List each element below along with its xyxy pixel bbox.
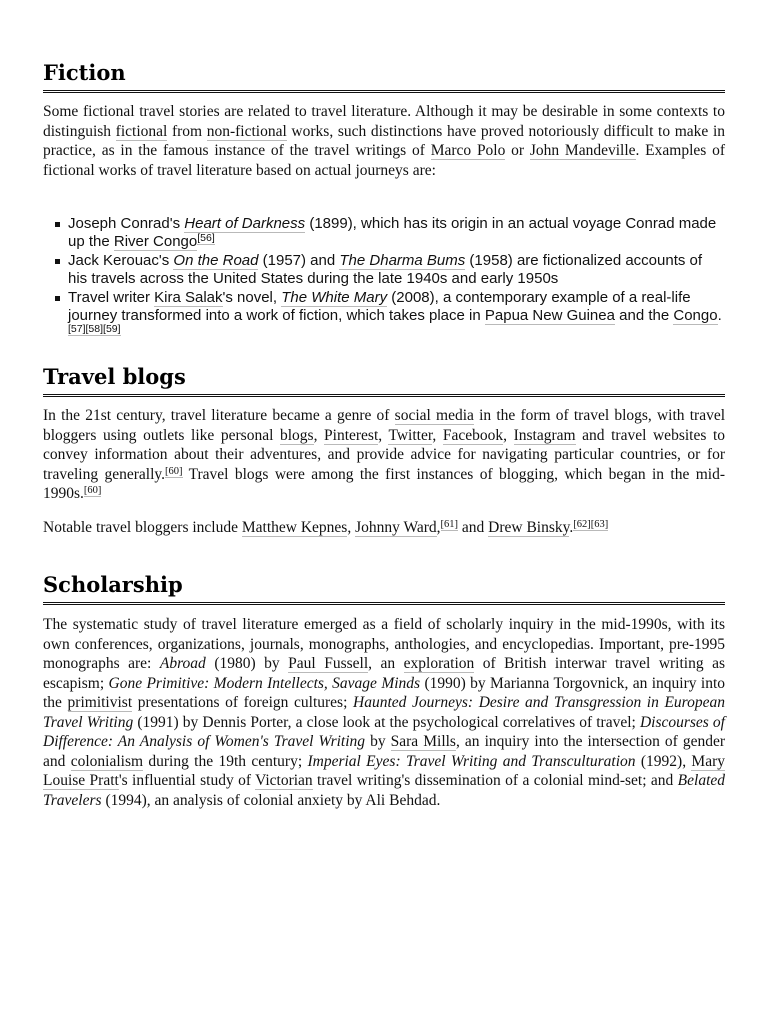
link-heart-of-darkness[interactable]: Heart of Darkness (184, 215, 306, 232)
link-the-white-mary[interactable]: The White Mary (281, 289, 388, 306)
link-primitivist[interactable]: primitivist (67, 694, 133, 711)
text: (1899), which has its origin in an actual voyage Conrad made up the (68, 215, 717, 250)
text: , (436, 519, 441, 536)
title-abroad: Abroad (159, 655, 206, 672)
title-imperial-eyes: Imperial Eyes: Travel Writing and Transculturation (307, 752, 636, 770)
link-on-the-road[interactable]: On the Road (173, 252, 259, 269)
title-belated-travelers: Belated Travelers (43, 772, 726, 809)
link-drew-binsky[interactable]: Drew Binsky (488, 519, 570, 536)
link-the-dharma-bums[interactable]: The Dharma Bums (339, 252, 466, 269)
section-heading-fiction: Fiction (43, 60, 725, 93)
text: . (569, 519, 574, 536)
text: . (717, 306, 722, 324)
fiction-intro-paragraph (43, 102, 725, 180)
text: and (458, 519, 489, 536)
link-john-mandeville[interactable]: John Mandeville (529, 142, 636, 159)
text: in the form of travel blogs, with travel bloggers using outlets like personal (43, 407, 726, 444)
link-colonialism[interactable]: colonialism (70, 752, 144, 770)
travel-blogs-paragraph (43, 406, 725, 504)
text: , (503, 426, 514, 444)
link-blogs[interactable]: blogs (279, 426, 314, 444)
link-fictional[interactable]: fictional (115, 122, 168, 140)
text: Joseph Conrad's (68, 215, 185, 232)
text: presentations of foreign cultures; (132, 694, 353, 711)
text: Travel blogs were among the first instances of blogging, which began in the mid-1990s. (43, 465, 725, 502)
text: , (378, 426, 389, 444)
link-johnny-ward[interactable]: Johnny Ward (355, 519, 437, 536)
text: of British interwar travel writing as escapism; (43, 655, 726, 692)
notable-bloggers-paragraph (43, 518, 725, 538)
link-social-media[interactable]: social media (394, 407, 474, 424)
link-non-fictional[interactable]: non-fictional (206, 122, 287, 140)
link-marco-polo[interactable]: Marco Polo (430, 142, 506, 159)
citation-ref[interactable]: [57][58][59] (68, 323, 121, 335)
link-paul-fussell[interactable]: Paul Fussell (288, 655, 369, 672)
citation-ref[interactable]: [60] (83, 485, 102, 496)
text: (1957) and (258, 252, 340, 269)
text: 's influential study of (118, 772, 256, 789)
citation-ref[interactable]: [61] (440, 519, 459, 530)
citation-ref[interactable]: [56] (197, 231, 215, 244)
text: during the 19th century; (143, 752, 308, 770)
text: (1958) are fictionalized accounts of his travels across the United States during the late 1940s and early 1950s (68, 252, 703, 287)
link-facebook[interactable]: Facebook (442, 426, 504, 444)
text: from (167, 122, 207, 140)
text: Some fictional travel stories are related to travel literature. Although it may be desirable in some contexts to distinguish (43, 103, 725, 140)
text: (1980) by (205, 655, 289, 672)
text: or (505, 142, 530, 159)
text: In the 21st century, travel literature became a genre of (43, 407, 395, 424)
link-exploration[interactable]: exploration (403, 655, 475, 672)
text: , an (368, 655, 404, 672)
link-pinterest[interactable]: Pinterest (324, 426, 379, 444)
title-gone-primitive: Gone Primitive: Modern Intellects, Savage Minds (108, 674, 421, 692)
text: (1991) by Dennis Porter, a close look at the psychological correlatives of travel; (133, 713, 640, 731)
list-item (43, 289, 725, 342)
text: (2008), a contemporary example of a real-life journey transformed into a work of fiction, which takes place in (68, 289, 691, 324)
link-river-congo[interactable]: River Congo (113, 232, 198, 250)
text: , (313, 426, 325, 444)
text: Notable travel bloggers include (43, 519, 242, 536)
title-haunted-journeys: Haunted Journeys: Desire and Transgression in European Travel Writing (43, 694, 726, 731)
text: travel writing's dissemination of a colonial mind-set; and (312, 772, 678, 789)
text: (1994), an analysis of colonial anxiety by Ali Behdad. (101, 791, 441, 809)
text: The systematic study of travel literature emerged as a field of scholarly inquiry in the mid-1990s, with its own conferences, organizations, journals, monographs, anthologies, and encyclopedias. Important, pre-1995 monographs are: (43, 616, 725, 672)
citation-ref[interactable]: [60] (165, 465, 183, 477)
fiction-examples-list (43, 215, 725, 344)
title-discourses-of-difference: Discourses of Difference: An Analysis of Women's Travel Writing (43, 713, 725, 750)
link-mary-louise-pratt[interactable]: Mary Louise Pratt (43, 752, 725, 789)
link-victorian[interactable]: Victorian (255, 772, 313, 789)
text: (1990) by Marianna Torgovnick, an inquiry into the (43, 674, 725, 711)
list-item (43, 252, 725, 287)
link-papua-new-guinea[interactable]: Papua New Guinea (484, 306, 615, 324)
section-heading-travel-blogs: Travel blogs (43, 364, 725, 397)
text: . Examples of fictional works of travel literature based on actual journeys are: (43, 142, 725, 179)
text: , (347, 519, 356, 536)
link-sara-mills[interactable]: Sara Mills (390, 733, 456, 750)
text: , (432, 426, 443, 444)
scholarship-paragraph (43, 615, 725, 810)
text: 's novel, (222, 289, 282, 306)
link-instagram[interactable]: Instagram (513, 426, 576, 444)
link-matthew-kepnes[interactable]: Matthew Kepnes (241, 519, 348, 536)
text: Travel writer (68, 289, 155, 306)
link-kira-salak[interactable]: Kira Salak (154, 289, 223, 306)
text: by (365, 733, 391, 750)
text: works, such distinctions have proved notoriously difficult to make in practice, as in the famous instance of the travel writings of (43, 122, 725, 159)
text: , an inquiry into the intersection of gender and (43, 733, 726, 770)
text: Jack Kerouac's (68, 252, 174, 269)
link-congo[interactable]: Congo (673, 306, 718, 324)
text: and travel websites to convey information about their adventures, and provide advice for navigating particular countries, or for traveling generally. (43, 426, 726, 483)
text: and the (614, 306, 674, 324)
section-heading-scholarship: Scholarship (43, 572, 725, 605)
list-item (43, 215, 725, 250)
citation-ref[interactable]: [62][63] (573, 519, 609, 530)
text: (1992), (635, 752, 692, 770)
link-twitter[interactable]: Twitter (388, 426, 433, 444)
